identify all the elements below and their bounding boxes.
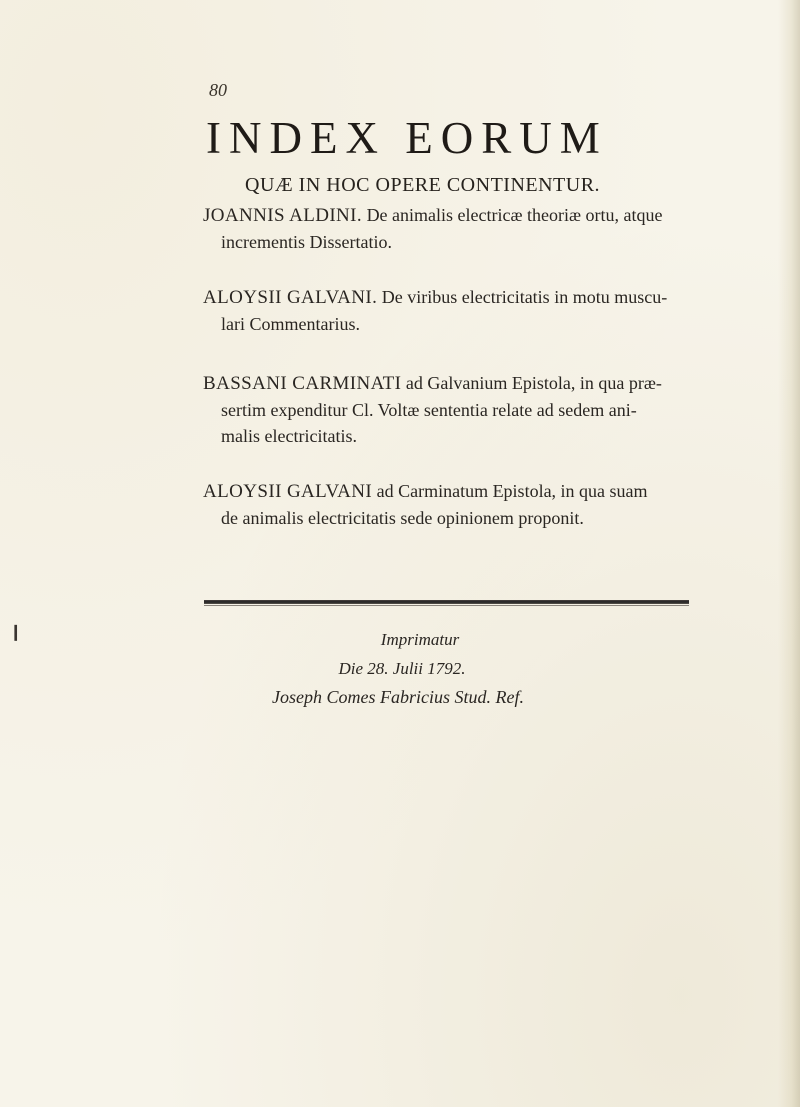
- entry-author: BASSANI CARMINATI: [203, 373, 402, 394]
- imprimatur-date: Die 28. Julii 1792.: [338, 659, 466, 678]
- index-entry: [203, 284, 673, 337]
- entry-author: JOANNIS ALDINI.: [203, 205, 363, 226]
- entry-author: ALOYSII GALVANI.: [203, 287, 378, 308]
- index-entry: [203, 202, 673, 255]
- page-edge-shadow: [778, 0, 800, 1107]
- entry-text-continued: malis electricitatis.: [221, 426, 357, 446]
- entry-text-continued: incrementis Dissertatio.: [221, 232, 392, 252]
- entry-text: ad Carminatum Epistola, in qua suam: [376, 481, 648, 501]
- page-title: INDEX EORUM: [206, 113, 608, 163]
- page-subtitle: QUÆ IN HOC OPERE CONTINENTUR.: [245, 174, 601, 196]
- index-entry: [203, 370, 673, 449]
- imprimatur-label: Imprimatur: [380, 630, 460, 649]
- margin-mark-icon: ❙: [9, 622, 23, 641]
- index-entry: [203, 478, 673, 531]
- entry-text-continued: de animalis electricitatis sede opinionem proponit.: [221, 508, 584, 528]
- entry-text: De viribus electricitatis in motu muscu-: [381, 287, 668, 307]
- divider-rule: [204, 600, 689, 604]
- entry-author: ALOYSII GALVANI: [203, 481, 373, 502]
- entry-text: De animalis electricæ theoriæ ortu, atque: [366, 205, 663, 225]
- entry-text-continued: lari Commentarius.: [221, 314, 360, 334]
- page-number: 80: [209, 80, 227, 100]
- divider-rule-thin: [204, 605, 689, 606]
- imprimatur-signature: Joseph Comes Fabricius Stud. Ref.: [272, 687, 524, 707]
- entry-text: ad Galvanium Epistola, in qua præ-: [405, 373, 662, 393]
- entry-text-continued: sertim expenditur Cl. Voltæ sententia relate ad sedem ani-: [221, 400, 637, 420]
